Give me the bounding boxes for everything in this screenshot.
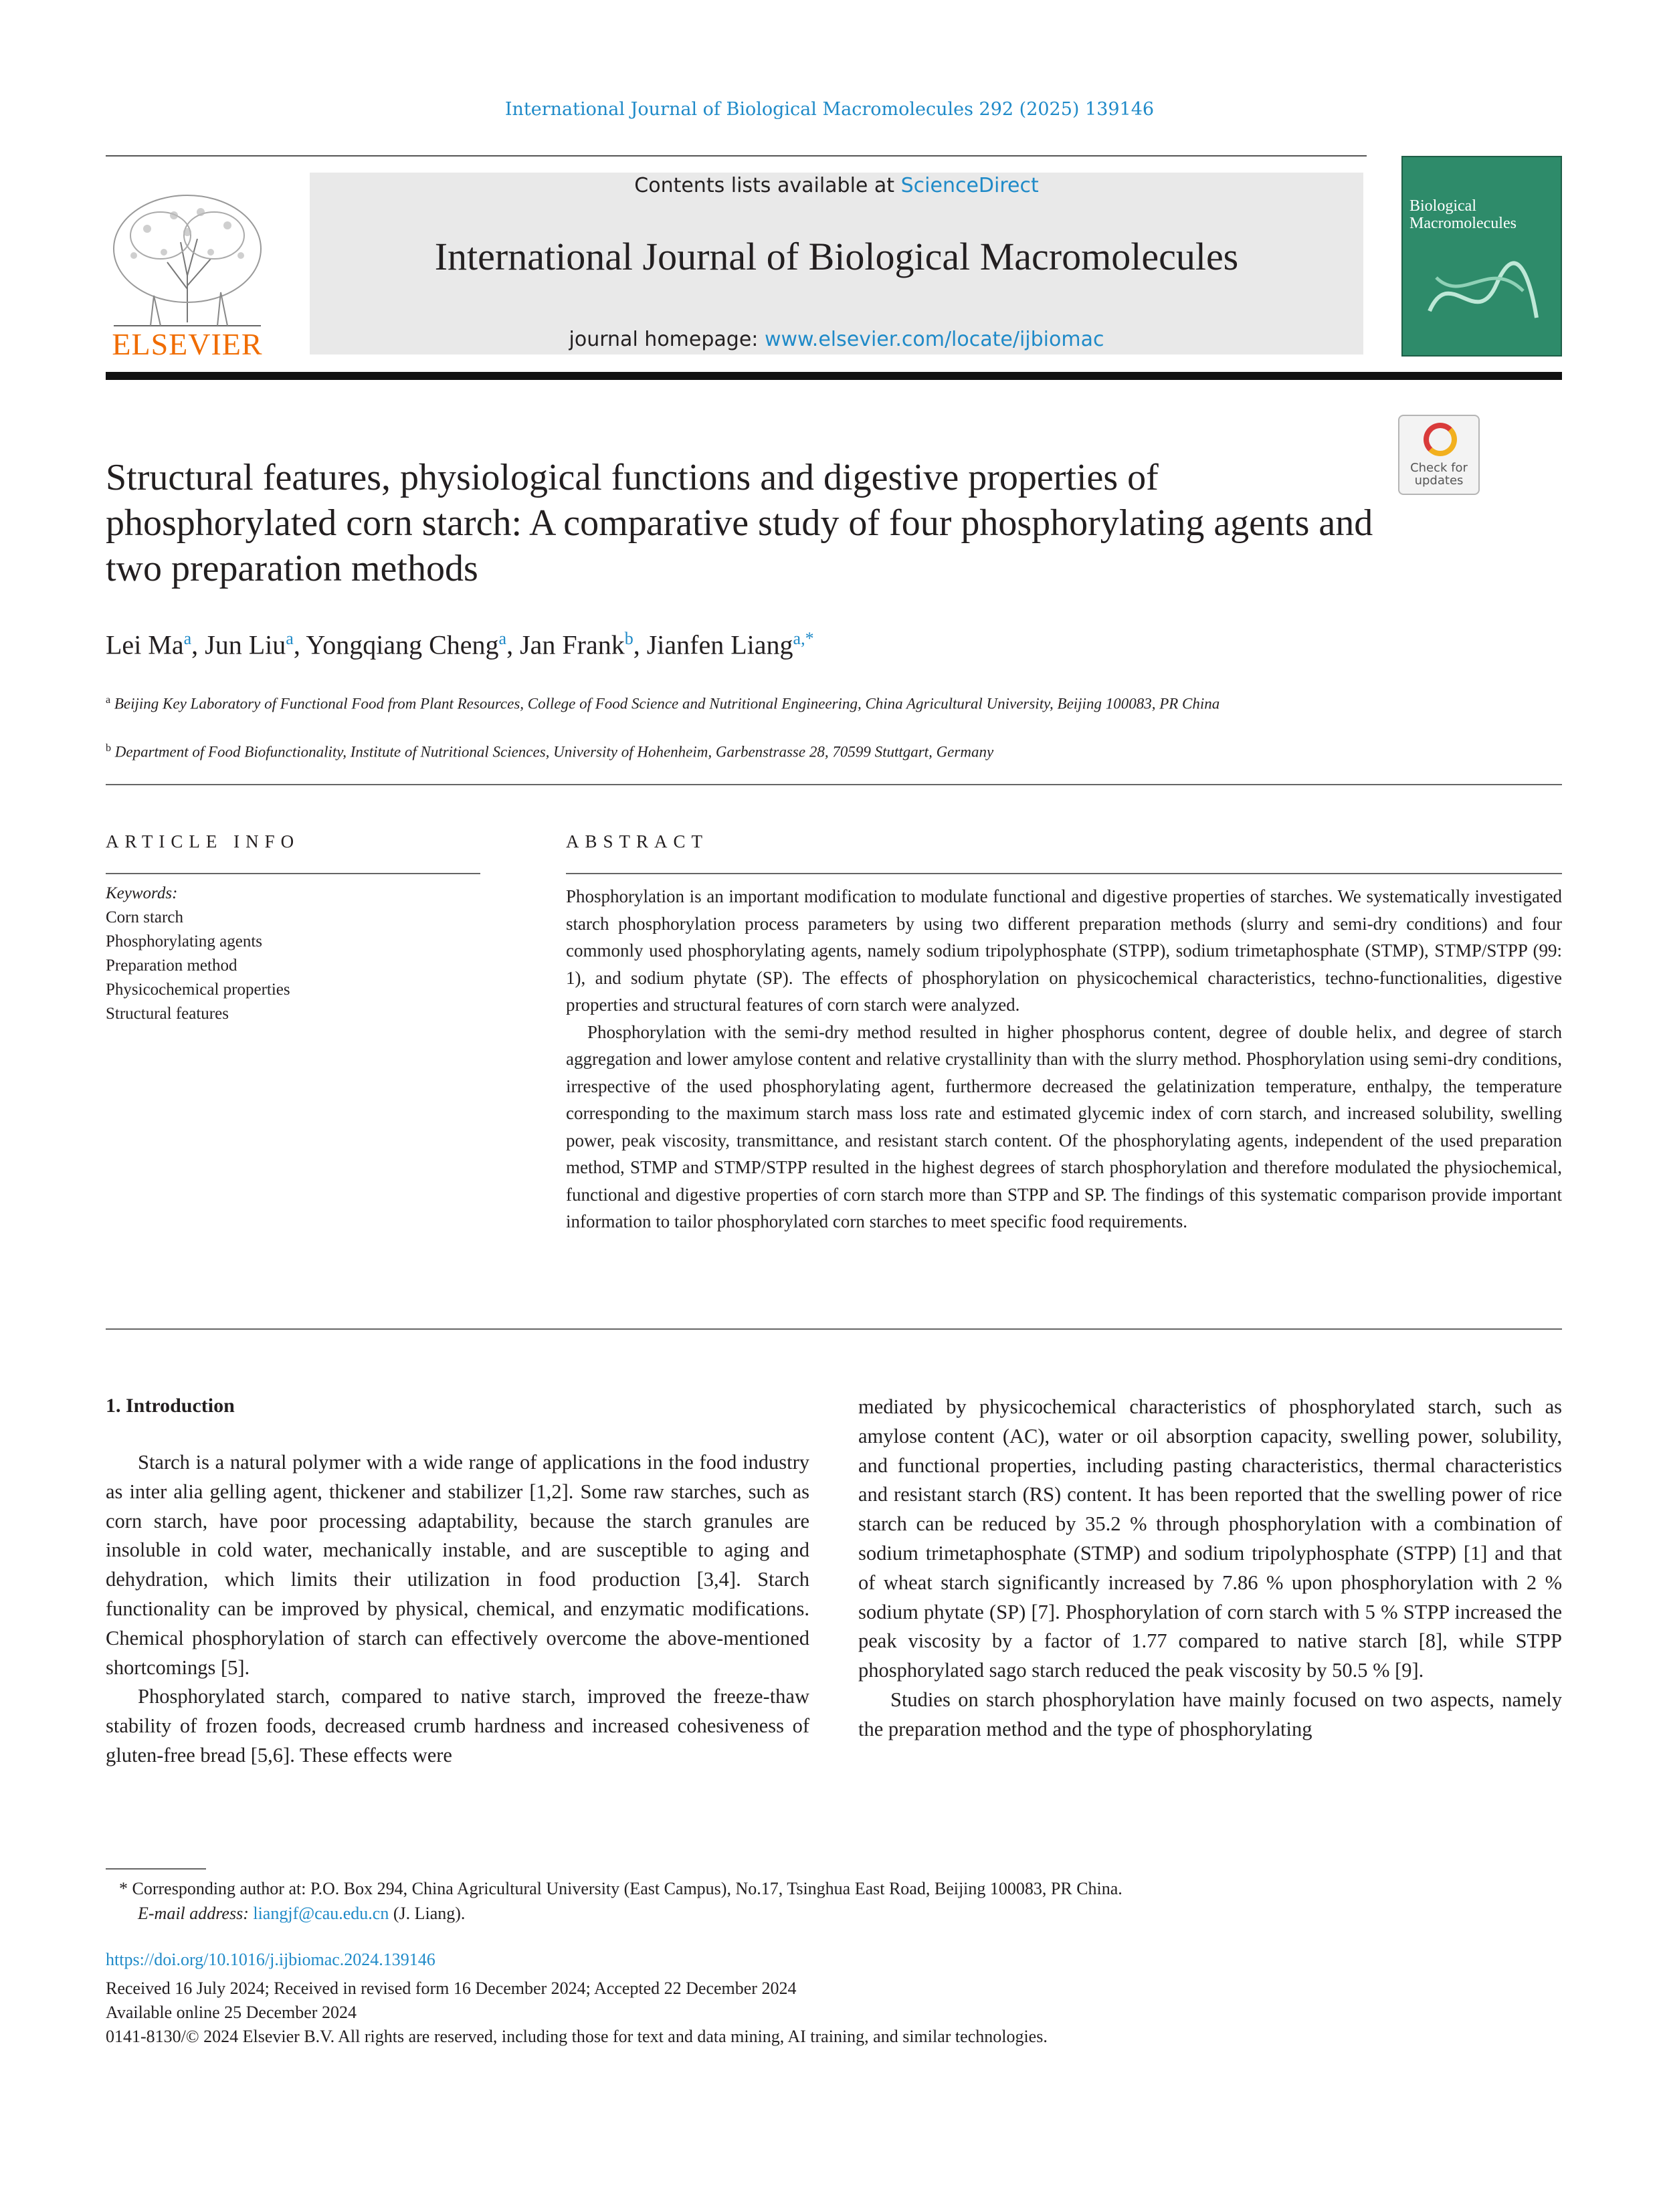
body-paragraph: Starch is a natural polymer with a wide range of applications in the food industry as inter alia gelling agent, thickener and stabilizer [1,2]. Some raw starches, such as corn starch, have poor processing adaptability, because the starch granules are insoluble in cold water, mechanically instable, and are susceptible to aging and dehydration, which limits their utilization in food production [3,4]. Starch functionality can be improved by physical, chemical, and enzymatic modifications. Chemical phosphorylation of starch can effectively overcome the above-mentioned shortcomings [5]. — [106, 1451, 809, 1679]
history-line: Available online 25 December 2024 — [106, 2003, 357, 2022]
author-name[interactable]: Jun Liu — [205, 629, 286, 660]
body-column-left — [106, 1448, 809, 1771]
affiliation-text: Department of Food Biofunctionality, Institute of Nutritional Sciences, University of Hohenheim, Garbenstrasse 28, 70599 Stuttgart, Germany — [114, 743, 994, 761]
article-info-rule — [106, 873, 480, 874]
author-list: Lei Ma$^a$, Jun Liu$^a$, Yongqiang Cheng$^a$, Jan Frank$^b$, Jianfen Liang$^{a,*}$ — [106, 629, 814, 660]
article-history — [106, 1977, 1048, 2049]
author-name[interactable]: Jan Frank — [520, 629, 625, 660]
author-name[interactable]: Lei Ma — [106, 629, 184, 660]
footnote-rule — [106, 1868, 206, 1870]
abstract-body — [566, 883, 1562, 1235]
affiliation-b — [106, 737, 1510, 764]
check-updates-label: Check for updates — [1410, 461, 1468, 488]
homepage-link[interactable]: www.elsevier.com/locate/ijbiomac — [764, 328, 1104, 351]
abstract-paragraph: Phosphorylation with the semi-dry method resulted in higher phosphorus content, degree of double helix, and degree of starch aggregation and lower amylose content and relative crystallinity than with the slurry method. Phosphorylation using semi-dry conditions, irrespective of the used phosphorylating agent, furthermore decreased the gelatinization temperature, enthalpy, the temperature corresponding to the maximum starch mass loss rate and estimated glycemic index of corn starch, and increased solubility, swelling power, peak viscosity, transmittance, and resistant starch content. Of the phosphorylating agents, independent of the used preparation method, STMP and STMP/STPP resulted in the highest degrees of starch phosphorylation and therefore modulated the physiochemical, functional and digestive properties of corn starch more than STPP and SP. The findings of this systematic comparison provide important information to tailor phosphorylated corn starches to meet specific food requirements. — [566, 1021, 1562, 1231]
running-head[interactable]: International Journal of Biological Macromolecules 292 (2025) 139146 — [504, 99, 1155, 120]
body-paragraph: Studies on starch phosphorylation have mainly focused on two aspects, namely the preparation method and the type of phosphorylating — [858, 1688, 1562, 1740]
corresponding-author-note: * Corresponding author at: P.O. Box 294, China Agricultural University (East Campus), No.17, Tsinghua East Road, Beijing 100083, PR China. — [119, 1879, 1123, 1898]
abstract-paragraph: Phosphorylation is an important modification to modulate functional and digestive properties of starches. We systematically investigated starch phosphorylation process parameters by using two different preparation methods (slurry and semi-dry conditions) and four commonly used phosphorylating agents, namely sodium tripolyphosphate (STPP), sodium trimetaphosphate (STMP), STMP/STPP (99: 1), and sodium phytate (SP). The effects of phosphorylation on physicochemical characteristics, techno-functionalities, digestive properties and structural features of corn starch were analyzed. — [566, 886, 1562, 1015]
sciencedirect-link[interactable]: ScienceDirect — [900, 174, 1039, 197]
author-name[interactable]: Yongqiang Cheng — [306, 629, 499, 660]
contents-prefix: Contents lists available at — [634, 174, 901, 197]
email-link[interactable]: liangjf@cau.edu.cn — [253, 1904, 389, 1923]
section-rule — [106, 784, 1562, 785]
history-line: Received 16 July 2024; Received in revised form 16 December 2024; Accepted 22 December 2024 — [106, 1979, 797, 1998]
doi-link[interactable]: https://doi.org/10.1016/j.ijbiomac.2024.139146 — [106, 1950, 435, 1969]
keyword-item: Structural features — [106, 1005, 229, 1023]
email-label: E-mail address: — [138, 1904, 249, 1923]
header-rule — [106, 155, 1367, 157]
cover-molecule-graphic — [1423, 251, 1543, 338]
abstract-heading: ABSTRACT — [566, 831, 709, 851]
body-paragraph: mediated by physicochemical characteristics of phosphorylated starch, such as amylose content (AC), water or oil absorption capacity, swelling power, solubility, and functional properties, including pasting characteristics, thermal characteristics and resistant starch (RS) content. It has been reported that the swelling power of rice starch can be reduced by 35.2 % through phosphorylation with a combination of sodium trimetaphosphate (STMP) and sodium tripolyphosphate (STPP) [1] and that of wheat starch significantly increased by 7.86 % upon phosphorylation with 2 % sodium phytate (SP) [7]. Phosphorylation of corn starch with 5 % STPP increased the peak viscosity by a factor of 1.77 compared to native starch [8], while STPP phosphorylated sago starch reduced the peak viscosity by 50.5 % [9]. — [858, 1395, 1562, 1682]
keywords-label: Keywords: — [106, 884, 178, 902]
email-line — [106, 1901, 1562, 1926]
author-affiliation-marker[interactable]: b — [624, 629, 633, 648]
journal-cover-image[interactable] — [1401, 156, 1562, 357]
keyword-item: Preparation method — [106, 957, 237, 975]
abstract-rule — [566, 873, 1562, 874]
homepage-line — [310, 328, 1363, 351]
affiliation-marker: b — [106, 742, 111, 754]
author-affiliation-marker[interactable]: a — [286, 629, 294, 648]
author-affiliation-marker[interactable]: a,* — [793, 629, 814, 648]
footnote — [106, 1876, 1562, 1926]
keywords-block — [106, 882, 480, 1026]
abstract-end-rule — [106, 1328, 1562, 1330]
affiliation-a — [106, 689, 1510, 716]
author-affiliation-marker[interactable]: a — [183, 629, 192, 648]
copyright-line: 0141-8130/© 2024 Elsevier B.V. All rights are reserved, including those for text and data mining, AI training, and similar technologies. — [106, 2027, 1048, 2046]
article-title: Structural features, physiological functions and digestive properties of phosphorylated corn starch: A comparative study of four phosphorylating agents and two preparation methods — [106, 457, 1373, 589]
check-updates-icon — [1424, 423, 1457, 456]
cover-title: Biological Macromolecules — [1409, 197, 1517, 232]
journal-title: International Journal of Biological Macromolecules — [434, 235, 1239, 278]
author-affiliation-marker[interactable]: a — [498, 629, 507, 648]
check-for-updates-button[interactable] — [1398, 415, 1480, 495]
keyword-item: Phosphorylating agents — [106, 932, 263, 950]
email-suffix: (J. Liang). — [389, 1904, 466, 1923]
body-column-right — [858, 1393, 1562, 1744]
keyword-item: Physicochemical properties — [106, 981, 290, 999]
keyword-item: Corn starch — [106, 908, 183, 926]
contents-line — [310, 174, 1363, 197]
affiliation-marker: a — [106, 694, 111, 706]
header-thick-rule — [106, 372, 1562, 380]
publisher-name: ELSEVIER — [112, 327, 263, 361]
author-name[interactable]: Jianfen Liang — [646, 629, 793, 660]
section-heading-introduction: 1. Introduction — [106, 1395, 235, 1417]
homepage-prefix: journal homepage: — [569, 328, 765, 351]
article-info-heading: ARTICLE INFO — [106, 831, 300, 851]
affiliation-text: Beijing Key Laboratory of Functional Food from Plant Resources, College of Food Science and Nutritional Engineering, China Agricultural University, Beijing 100083, PR China — [114, 695, 1220, 712]
body-paragraph: Phosphorylated starch, compared to native starch, improved the freeze-thaw stability of frozen foods, decreased crumb hardness and increased cohesiveness of gluten-free bread [5,6]. These effects were — [106, 1685, 809, 1767]
